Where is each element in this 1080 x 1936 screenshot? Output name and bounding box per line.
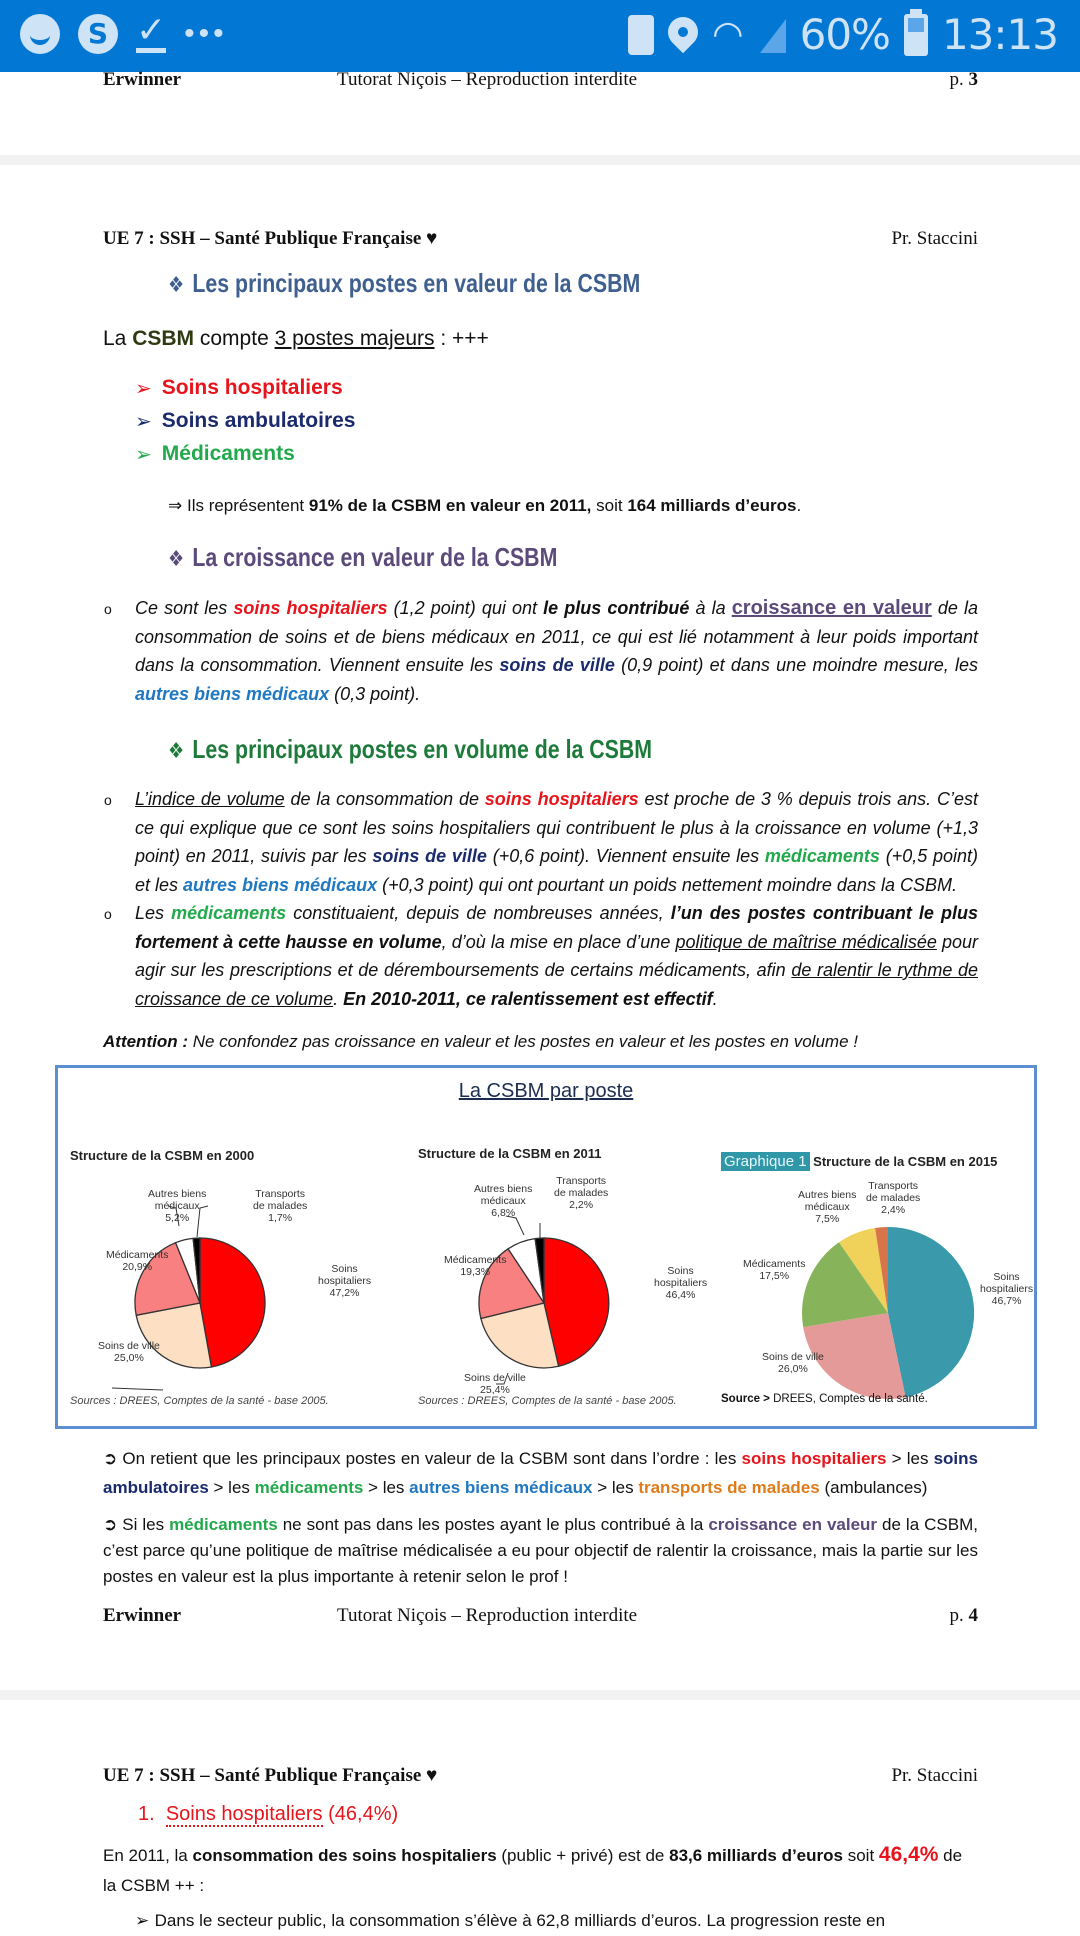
label-medicaments: Médicaments 19,3% xyxy=(444,1254,507,1278)
croissance-paragraph: Ce sont les soins hospitaliers (1,2 point) qui ont le plus contribué à la croissance en valeur de la consommation de soins et de biens médicaux en 2011, ce qui est lié notamment à leur poids important dans la consommation. Viennent ensuite les soins de ville (0,9 point) et dans une moindre mesure, les autres biens médicaux (0,3 point). xyxy=(135,597,979,704)
professor: Pr. Staccini xyxy=(891,228,978,249)
circle-bullet-icon: o xyxy=(104,906,112,922)
more-icon: ••• xyxy=(184,17,228,50)
footer-page: p. 4 xyxy=(949,1605,978,1626)
chart-source: Sources : DREES, Comptes de la santé - base 2005. xyxy=(418,1395,677,1407)
chart-source: Sources : DREES, Comptes de la santé - base 2005. xyxy=(70,1395,329,1407)
attention-note: Attention : Ne confondez pas croissance en valeur et les postes en valeur et les postes en volume ! xyxy=(103,1032,858,1051)
heading-soins-hospitaliers: 1. Soins hospitaliers (46,4%) xyxy=(138,1803,399,1825)
curved-arrow-icon: ➲ xyxy=(103,1515,118,1535)
volume-paragraph-2: Les médicaments constituaient, depuis de nombreuses années, l’un des postes contribuant le plus fortement à cette hausse en volume, d’où la mise en place d’une politique de maîtrise médicalisée pour agir sur les prescriptions et de déremboursements de certains médicaments, afin de ralentir le rythme de croissance de ce volume. En 2010-2011, ce ralentissement est effectif. xyxy=(135,903,978,1009)
label-transports: Transports de malades 2,2% xyxy=(554,1175,609,1211)
download-done-icon: ✓ xyxy=(136,9,167,51)
label-medicaments: Médicaments 20,9% xyxy=(106,1249,169,1273)
label-autres-biens: Autres biens médicaux 7,5% xyxy=(798,1189,857,1225)
battery-saver-icon xyxy=(628,15,654,55)
heading-link[interactable]: Soins hospitaliers xyxy=(165,1803,323,1825)
arrow-bullet-icon: ➢ xyxy=(135,409,152,433)
clock: 13:13 xyxy=(941,10,1058,59)
footer-center: Tutorat Niçois – Reproduction interdite xyxy=(337,1605,638,1626)
s-app-icon xyxy=(78,14,118,54)
wifi-icon: ◠ xyxy=(712,14,744,55)
curved-arrow-icon: ➲ xyxy=(103,1449,118,1469)
label-soins-ville: Soins de ville 25,0% xyxy=(98,1340,160,1364)
arrow-bullet-icon: ➢ xyxy=(135,442,152,466)
list-item: ➢ Médicaments xyxy=(135,442,295,466)
footer-author: Erwinner xyxy=(103,69,182,90)
soins-hosp-paragraph: En 2011, la consommation des soins hospitaliers (public + privé) est de 83,6 milliards d’euros soit 46,4% de la CSBM ++ : xyxy=(103,1843,963,1895)
course-title: UE 7 : SSH – Santé Publique Française ♥ xyxy=(103,1765,438,1786)
label-soins-hospitaliers: Soins hospitaliers 47,2% xyxy=(318,1263,372,1299)
footer-center: Tutorat Niçois – Reproduction interdite xyxy=(337,69,638,90)
pie-chart-2000 xyxy=(68,1148,388,1428)
label-soins-ville: Soins de ville 25,4% xyxy=(464,1372,526,1396)
chart-title: Graphique 1 Structure de la CSBM en 2015 xyxy=(721,1153,997,1170)
page5-header xyxy=(103,1765,978,1795)
page-separator xyxy=(0,1690,1080,1700)
smiley-icon xyxy=(20,14,60,54)
section-title-volume: ❖ Les principaux postes en volume de la CSBM xyxy=(168,734,653,764)
circle-bullet-icon: o xyxy=(104,792,112,808)
list-item: ➢ Soins hospitaliers xyxy=(135,376,343,400)
label-autres-biens: Autres biens médicaux 5,2% xyxy=(148,1188,207,1224)
chart-box-title: La CSBM par poste xyxy=(458,1080,634,1102)
page4-header xyxy=(103,228,978,258)
diamond-bullet-icon: ❖ xyxy=(168,273,185,298)
status-bar xyxy=(0,0,1080,72)
label-soins-hospitaliers: Soins hospitaliers 46,4% xyxy=(654,1265,708,1301)
chart-title: Structure de la CSBM en 2000 xyxy=(70,1148,255,1163)
diamond-bullet-icon: ❖ xyxy=(168,739,185,764)
signal-roaming-icon xyxy=(758,17,786,53)
retain-note-1: ➲ On retient que les principaux postes en valeur de la CSBM sont dans l’ordre : les soins hospitaliers > les soins ambulatoires > les médicaments > les autres biens médicaux > les transports de malades (ambulances) xyxy=(103,1449,978,1497)
implies-arrow-icon: ⇒ xyxy=(168,496,183,516)
chart-title: Structure de la CSBM en 2011 xyxy=(418,1146,602,1161)
diamond-bullet-icon: ❖ xyxy=(168,547,185,572)
volume-paragraph-1: L’indice de volume de la consommation de soins hospitaliers est proche de 3 % depuis trois ans. C’est ce qui explique que ce sont les soins hospitaliers qui contribuent le plus à la croissance en volume (+1,3 point) en 2011, suivis par les soins de ville (+0,6 point). Viennent ensuite les médicaments (+0,5 point) et les autres biens médicaux (+0,3 point) qui ont pourtant un poids nettement moindre dans la CSBM. xyxy=(135,789,979,895)
section-title-croissance: ❖ La croissance en valeur de la CSBM xyxy=(168,542,558,572)
label-medicaments: Médicaments 17,5% xyxy=(743,1258,806,1282)
section-title-valeur: ❖ Les principaux postes en valeur de la CSBM xyxy=(168,268,641,298)
course-title: UE 7 : SSH – Santé Publique Française ♥ xyxy=(103,228,438,249)
page4-footer xyxy=(103,1605,978,1635)
list-item: ➢ Soins ambulatoires xyxy=(135,409,356,433)
summary-line: ⇒ Ils représentent 91% de la CSBM en valeur en 2011, soit 164 milliards d’euros. xyxy=(168,496,802,516)
battery-percent: 60% xyxy=(799,10,890,59)
label-transports: Transports de malades 2,4% xyxy=(866,1180,921,1216)
cut-off-line: ➢ Dans le secteur public, la consommation s’élève à 62,8 milliards d’euros. La progression reste en xyxy=(135,1911,886,1931)
battery-icon xyxy=(904,14,928,56)
professor: Pr. Staccini xyxy=(891,1765,978,1786)
location-icon xyxy=(662,10,704,52)
label-soins-ville: Soins de ville 26,0% xyxy=(762,1351,824,1375)
footer-page: p. 3 xyxy=(949,69,978,90)
retain-note-2: ➲ Si les médicaments ne sont pas dans les postes ayant le plus contribué à la croissance en valeur de la CSBM, c’est parce qu’une politique de maîtrise médicalisée a eu pour objectif de ralentir la croissance, mais la partie sur les postes en valeur est la plus importante à retenir selon le prof ! xyxy=(103,1515,978,1586)
arrow-bullet-icon: ➢ xyxy=(135,376,152,400)
label-autres-biens: Autres biens médicaux 6,8% xyxy=(474,1183,533,1219)
pie-chart-2015 xyxy=(718,1148,1034,1428)
page-separator xyxy=(0,155,1080,165)
label-soins-hospitaliers: Soins hospitaliers 46,7% xyxy=(980,1271,1034,1307)
graphique-tag: Graphique 1 xyxy=(721,1152,810,1171)
circle-bullet-icon: o xyxy=(104,601,112,617)
label-transports: Transports de malades 1,7% xyxy=(253,1188,308,1224)
chart-source: Source > DREES, Comptes de la santé. xyxy=(721,1393,928,1405)
footer-author: Erwinner xyxy=(103,1605,182,1626)
pie-chart-2011 xyxy=(416,1148,736,1428)
intro-line: La CSBM compte 3 postes majeurs : +++ xyxy=(103,327,489,350)
page3-footer xyxy=(103,69,978,99)
csbm-chart-box xyxy=(55,1065,1037,1429)
